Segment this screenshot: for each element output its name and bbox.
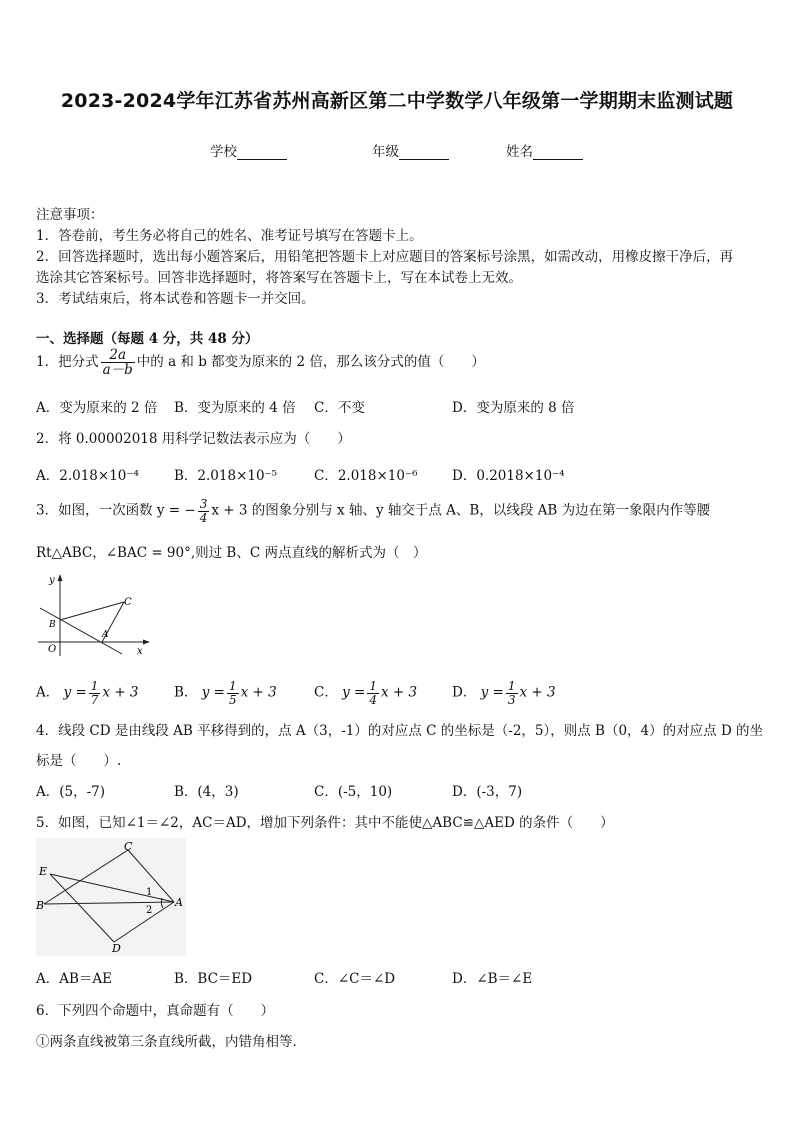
point-a-label: A	[175, 896, 183, 909]
question-1-options	[36, 396, 766, 416]
option-lhs: y =	[342, 684, 366, 701]
option-c[interactable]	[314, 680, 417, 706]
option-a[interactable]: A．(5，-7)	[36, 784, 106, 800]
option-c[interactable]: C．2.018×10⁻⁶	[314, 468, 418, 484]
frac-num: 1	[507, 679, 516, 693]
question-3-stem	[36, 498, 710, 524]
question-1-stem	[36, 348, 485, 377]
option-d[interactable]: D．变为原来的 8 倍	[452, 400, 575, 416]
frac-den: 5	[228, 692, 237, 707]
option-lhs: y =	[480, 684, 504, 701]
school-label: 学校	[210, 144, 237, 160]
question-4-stem-line2: 标是（ ）.	[36, 753, 122, 769]
page-title: 2023-2024学年江苏省苏州高新区第二中学数学八年级第一学期期末监测试题	[60, 90, 734, 112]
option-a[interactable]	[36, 680, 139, 706]
option-d[interactable]: D．(-3，7)	[452, 784, 523, 800]
angle-2-label: 2	[146, 905, 153, 916]
x-axis-label: x	[137, 646, 143, 657]
frac-den: 7	[90, 692, 99, 707]
option-a[interactable]: A．变为原来的 2 倍	[36, 400, 158, 416]
question-4-stem: 4．线段 CD 是由线段 AB 平移得到的，点 A（3，-1）的对应点 C 的坐标是（-2，5），则点 B（0，4）的对应点 D 的坐	[36, 723, 764, 739]
question-3-stem-line2: Rt△ABC，∠BAC = 90°,则过 B、C 两点直线的解析式为（ ）	[36, 545, 427, 561]
question-5-stem: 5．如图，已知∠1＝∠2，AC＝AD，增加下列条件：其中不能使△ABC≌△AED 的条件（ ）	[36, 815, 614, 831]
point-e-label: E	[39, 865, 48, 878]
notice-item: 2．回答选择题时，选出每小题答案后，用铅笔把答题卡上对应题目的答案标号涂黑，如需改动，用橡皮擦干净后，再	[36, 249, 734, 265]
q1-frac-den: a－b	[102, 362, 133, 379]
notice-item: 1．答卷前，考生务必将自己的姓名、准考证号填写在答题卡上。	[36, 228, 423, 244]
option-fraction	[367, 680, 379, 706]
question-5-options	[36, 967, 766, 987]
frac-num: 1	[369, 679, 378, 693]
question-2-stem: 2．将 0.00002018 用科学记数法表示应为（ ）	[36, 431, 351, 447]
option-d[interactable]: D．0.2018×10⁻⁴	[452, 468, 565, 484]
option-fraction	[506, 680, 518, 706]
q1-suffix: 中的 a 和 b 都变为原来的 2 倍，那么该分式的值（ ）	[136, 354, 485, 371]
option-b[interactable]: B．BC＝ED	[174, 971, 253, 987]
q3-frac-den: 4	[199, 510, 208, 525]
grade-label: 年级	[372, 144, 399, 160]
option-fraction	[89, 680, 101, 706]
frac-num: 1	[90, 679, 99, 693]
q3-frac-num: 3	[199, 497, 208, 511]
question-2-options	[36, 464, 766, 484]
section-heading: 一、选择题（每题 4 分，共 48 分）	[36, 331, 259, 347]
point-a-label: A	[102, 630, 109, 640]
point-b-label: B	[49, 620, 56, 630]
option-a[interactable]: A．2.018×10⁻⁴	[36, 468, 139, 484]
frac-num: 1	[228, 679, 237, 693]
notice-heading: 注意事项：	[36, 207, 104, 223]
y-axis-label: y	[49, 575, 55, 586]
school-field[interactable]	[210, 140, 287, 160]
q5-figure	[36, 838, 186, 956]
option-b[interactable]: B．变为原来的 4 倍	[174, 400, 296, 416]
option-rhs: x + 3	[240, 684, 277, 701]
frac-den: 4	[369, 692, 378, 707]
name-field[interactable]	[506, 140, 583, 160]
q1-prefix: 1．把分式	[36, 354, 99, 371]
question-4-options	[36, 780, 766, 800]
q3-fraction	[198, 498, 210, 524]
question-6-stem: 6．下列四个命题中，真命题有（ ）	[36, 1003, 275, 1019]
option-fraction	[227, 680, 239, 706]
option-label: C．	[314, 684, 338, 701]
frac-den: 3	[507, 692, 516, 707]
option-c[interactable]: C．∠C＝∠D	[314, 971, 396, 987]
q1-frac-num: 2a	[101, 348, 135, 363]
origin-label: O	[48, 644, 57, 655]
option-label: B．	[174, 684, 198, 701]
option-lhs: y =	[201, 684, 225, 701]
angle-1-label: 1	[146, 887, 153, 898]
question-6-item-1: ①两条直线被第三条直线所截，内错角相等．	[36, 1034, 306, 1050]
name-label: 姓名	[506, 144, 533, 160]
student-info-row	[0, 140, 794, 160]
option-b[interactable]: B．(4，3)	[174, 784, 239, 800]
option-lhs: y =	[63, 684, 87, 701]
q3-figure	[36, 572, 152, 658]
option-rhs: x + 3	[381, 684, 418, 701]
point-c-label: C	[124, 840, 133, 853]
option-rhs: x + 3	[102, 684, 139, 701]
option-b[interactable]	[174, 680, 277, 706]
q1-fraction	[101, 348, 135, 377]
option-label: D．	[452, 684, 477, 701]
grade-field[interactable]	[372, 140, 449, 160]
option-c[interactable]: C．(-5，10)	[314, 784, 393, 800]
option-b[interactable]: B．2.018×10⁻⁵	[174, 468, 278, 484]
point-d-label: D	[112, 942, 121, 955]
notice-item: 3．考试结束后，将本试卷和答题卡一并交回。	[36, 291, 315, 307]
option-d[interactable]: D．∠B＝∠E	[452, 971, 533, 987]
option-rhs: x + 3	[519, 684, 556, 701]
notice-item: 选涂其它答案标号。回答非选择题时，将答案写在答题卡上，写在本试卷上无效。	[36, 270, 522, 286]
q3-prefix: 3．如图，一次函数 y = −	[36, 502, 196, 519]
option-c[interactable]: C．不变	[314, 400, 365, 416]
point-c-label: C	[124, 597, 132, 608]
q3-suffix: x + 3 的图象分别与 x 轴、y 轴交于点 A、B，以线段 AB 为边在第一象限内作等腰	[211, 502, 711, 519]
option-a[interactable]: A．AB＝AE	[36, 971, 113, 987]
point-b-label: B	[36, 899, 45, 912]
option-d[interactable]	[452, 680, 556, 706]
question-3-options	[36, 670, 766, 708]
option-label: A．	[36, 684, 60, 701]
